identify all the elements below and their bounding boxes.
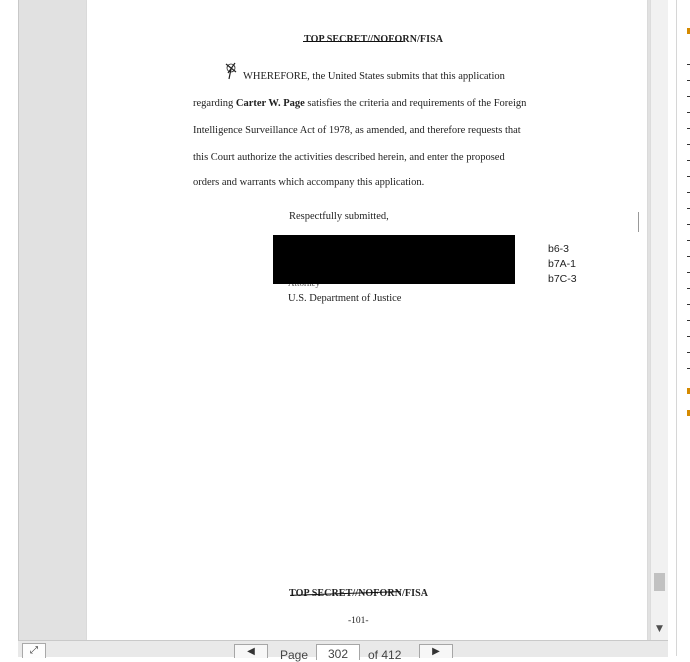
page-number-input[interactable]: [316, 644, 360, 660]
paragraph-line-3: Intelligence Surveillance Act of 1978, as amended, and therefore requests that: [193, 125, 521, 136]
classification-footer: TOP SECRET//NOFORN/FISA: [289, 588, 429, 599]
exemption-code: b6-3: [548, 243, 570, 255]
scan-artifact: [638, 212, 639, 232]
paragraph-line-4: this Court authorize the activities described herein, and enter the proposed: [193, 152, 505, 163]
prev-page-button[interactable]: ◀: [234, 644, 268, 658]
next-page-button[interactable]: ▶: [419, 644, 453, 658]
paragraph-line-2-prefix: regarding: [193, 98, 236, 109]
document-page: [87, 0, 647, 640]
redaction-box: [273, 235, 515, 284]
vertical-scrollbar[interactable]: [650, 0, 668, 640]
left-gutter: [0, 0, 18, 640]
viewer-frame: [18, 0, 651, 640]
page-label: Page: [280, 648, 309, 662]
department-text: U.S. Department of Justice: [288, 293, 402, 304]
paragraph-line-5: orders and warrants which accompany this application.: [193, 177, 425, 188]
paragraph-line-1: WHEREFORE, the United States submits that this application: [243, 71, 505, 82]
subject-name: Carter W. Page: [235, 98, 305, 109]
paragraph-line-2: [193, 98, 526, 109]
closing-text: Respectfully submitted,: [289, 211, 389, 222]
exemption-code: b7A-1: [548, 258, 577, 270]
classification-header-strikethrough: [303, 41, 403, 42]
bottom-toolbar: [18, 640, 668, 662]
page-number-footer: -101-: [348, 616, 369, 626]
handwritten-mark-icon: [223, 60, 239, 80]
expand-icon[interactable]: ⤢: [22, 643, 46, 658]
scroll-down-icon[interactable]: ▼: [656, 624, 663, 634]
exemption-code: b7C-3: [548, 273, 577, 285]
page-count-label: of 412: [368, 648, 402, 662]
paragraph-line-2-suffix: satisfies the criteria and requirements of the Foreign: [304, 98, 527, 109]
right-side-panel: [676, 0, 690, 656]
scrollbar-thumb[interactable]: [654, 573, 665, 591]
classification-header: TOP SECRET//NOFORN/FISA: [304, 34, 444, 45]
